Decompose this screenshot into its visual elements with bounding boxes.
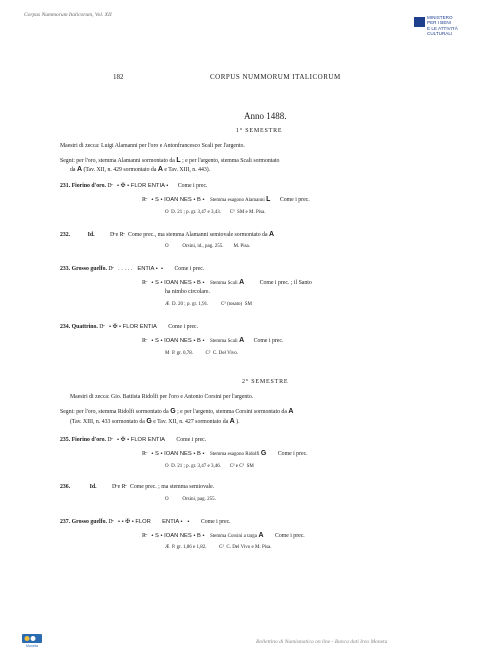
coin-entry-232: 232. Id. D̶ e R̶ Come prec., ma stemma Alamanni semiovale sormontato da A	[60, 231, 275, 238]
letter-sign-glyph: A	[239, 337, 245, 344]
coin-entry-234: 234. Quattrino. D̶ • ✠ • FLOR ENTIA Come i prec.	[60, 324, 199, 330]
coin-entry-236: 236. Id. D̶ e R̶ Come prec. ; ma stemma semiovale.	[60, 484, 215, 490]
ministry-line-4: CULTURALI	[427, 31, 453, 37]
letter-sign-glyph: G	[146, 418, 152, 425]
letter-sign-glyph: A	[269, 231, 275, 238]
letter-sign-glyph: L	[176, 157, 181, 164]
source-label: Corpus Nummorum Italicorum, Vol. XII	[24, 12, 112, 18]
coin-entry-237-info: Æ P. gr. 1,86 e 1,82. C² C. Del Vivo e M. Pisa.	[165, 545, 272, 550]
coin-legend: • ✠ • FLOR ENTIA	[117, 437, 165, 443]
semester-1-signs-line-1: Segni: per l'oro, stemma Alamanni sormontato da L ; e per l'argento, stemma Scali sormontato	[60, 157, 280, 164]
letter-sign-glyph: A	[288, 408, 294, 415]
semester-2-masters: Maestri di zecca: Gio. Battista Ridolfi per l'oro e Antonio Corsini per l'argento.	[70, 394, 254, 400]
letter-sign-glyph: A	[76, 166, 82, 173]
footer-credit: Bollettino di Numismatica on line - Banca dati Ireo Moneta	[256, 639, 388, 645]
coin-legend: • ✠ • FLOR ENTIA •	[117, 183, 169, 189]
coin-entry-237: 237. Grosso guelfo. D̶ • • ✠ • FLOR ENTIA • • Come i prec.	[60, 519, 231, 525]
coin-legend: • S • IOAN NES • B •	[151, 338, 205, 344]
page-number: 182	[113, 73, 124, 81]
letter-sign-glyph: A	[258, 532, 264, 539]
semester-1-masters: Maestri di zecca: Luigi Alamanni per l'oro e Antonfrancesco Scali per l'argento.	[60, 143, 245, 149]
coin-legend: • S • IOAN NES • B •	[151, 451, 205, 457]
ministry-logo-icon	[414, 17, 425, 27]
letter-sign-glyph: G	[260, 450, 267, 457]
coin-entry-231: 231. Fiorino d'oro. D̶ • ✠ • FLOR ENTIA • Come i prec.	[60, 183, 208, 189]
letter-sign-glyph: A	[239, 279, 245, 286]
moneta-logo-icon	[22, 634, 42, 648]
ministry-line-1: MINISTERO	[427, 15, 453, 20]
semester-1-heading: 1° SEMESTRE	[236, 128, 283, 134]
coin-entry-235-reverse: R̶ • S • IOAN NES • B • Stemma esagono Ridolfi G Come i prec.	[142, 450, 308, 457]
coin-legend: . . . . . ENTIA • •	[118, 266, 163, 272]
running-head: CORPUS NUMMORUM ITALICORUM	[210, 73, 341, 81]
coin-legend: • S • IOAN NES • B •	[151, 280, 205, 286]
coin-entry-234-info: M P. gr. 0,78. C² C. Del Vivo.	[165, 351, 239, 356]
letter-sign-glyph: A	[229, 418, 235, 425]
coin-entry-233: 233. Grosso guelfo. D̶ . . . . . ENTIA • • Come i prec.	[60, 266, 205, 272]
semester-1-signs-line-2: da A (Tav. XII, n. 429 sormontato da A e Tav. XIII, n. 443).	[70, 166, 211, 173]
moneta-logo-label: Moneta	[26, 644, 38, 648]
coin-legend: • • ✠ • FLOR ENTIA • •	[118, 519, 190, 525]
semester-2-heading: 2° SEMESTRE	[242, 379, 289, 385]
coin-legend: • S • IOAN NES • B •	[151, 197, 205, 203]
coin-entry-234-reverse: R̶ • S • IOAN NES • B • Stemma Scali A Come i prec.	[142, 337, 284, 344]
letter-sign-glyph: L	[266, 196, 271, 203]
year-title: Anno 1488.	[244, 111, 287, 121]
coin-entry-233-reverse: R̶ • S • IOAN NES • B • Stemma Scali A Come i prec. ; il Santo	[142, 279, 312, 286]
ministry-line-2: PER I BENI	[427, 20, 451, 26]
coin-entry-235-info: O D. 21 ; p. gr. 3,47 e 3,46. C³ e C³ SM	[165, 464, 254, 469]
coin-legend: • ✠ • FLOR ENTIA	[108, 324, 157, 330]
coin-legend: • S • IOAN NES • B •	[151, 533, 205, 539]
coin-entry-233-note: ha nimbo circolare.	[165, 289, 210, 295]
ministry-line-3: E LE ATTIVITÀ	[427, 25, 458, 31]
semester-2-signs-line-2: (Tav. XIII, n. 433 sormontato da G e Tav. XII, n. 427 sormontato da A ).	[70, 418, 240, 425]
coin-entry-233-info: Æ D. 20 ; p. gr. 1,91. C³ (tosato) SM	[165, 302, 252, 307]
coin-entry-237-reverse: R̶ • S • IOAN NES • B • Stemma Corsini a targa A Come i prec.	[142, 532, 305, 539]
semester-2-signs-line-1: Segni: per l'oro, stemma Ridolfi sormontato da G ; e per l'argento, stemma Corsini sormontato da A	[60, 408, 294, 415]
letter-sign-glyph: G	[170, 408, 176, 415]
coin-entry-231-reverse: R̶ • S • IOAN NES • B • Stemma esagono Alamanni L Come i prec.	[142, 196, 310, 203]
letter-sign-glyph: A	[157, 166, 163, 173]
coin-entry-232-info: O Orsini, id., pag. 255. M. Pisa.	[165, 244, 250, 249]
ministry-logo-text	[427, 15, 458, 37]
coin-entry-231-info: O D. 21 ; p. gr. 3,47 e 3,43. C³ SM e M. Pisa.	[165, 210, 266, 215]
coin-entry-236-info: O Orsini, pag. 255.	[165, 497, 216, 502]
coin-entry-235: 235. Fiorino d'oro. D̶ • ✠ • FLOR ENTIA Come i prec.	[60, 437, 207, 443]
